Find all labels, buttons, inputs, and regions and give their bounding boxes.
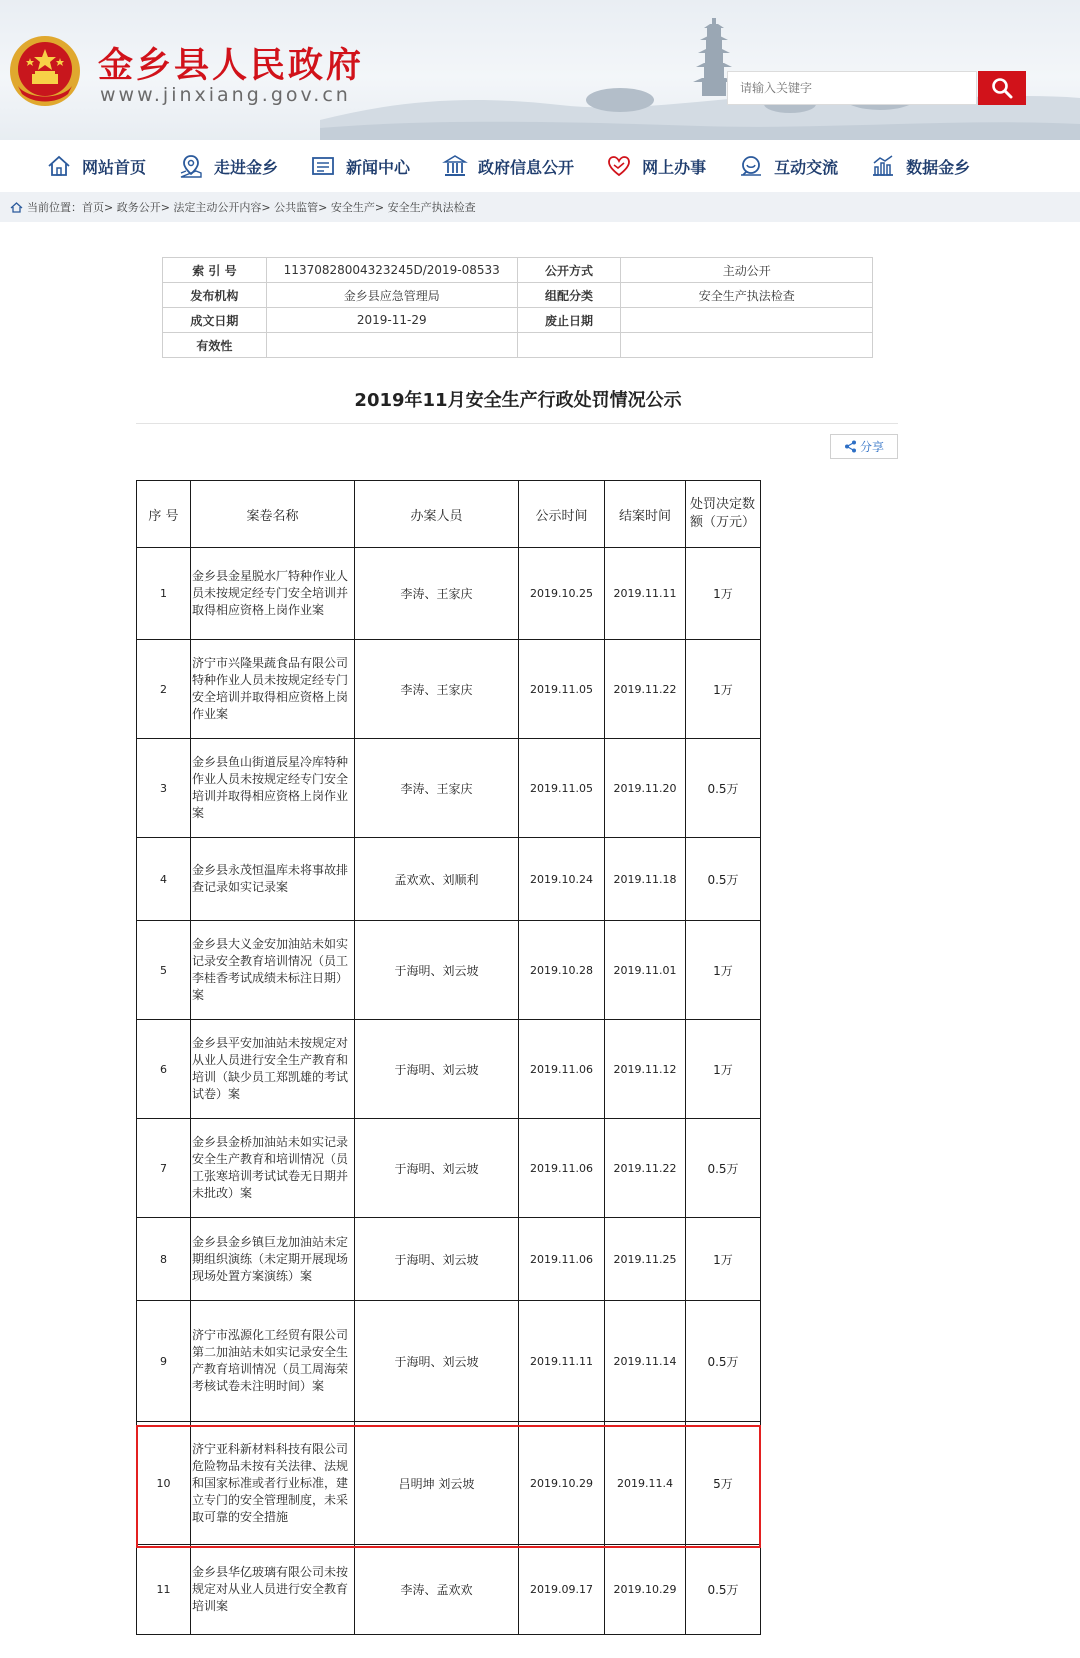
cell-staff: 于海明、刘云坡	[355, 1119, 519, 1218]
meta-label: 有效性	[163, 333, 267, 358]
cell-close-date: 2019.11.12	[605, 1020, 686, 1119]
cell-case-name: 金乡县鱼山街道辰星冷库特种作业人员未按规定经专门安全培训并取得相应资格上岗作业案	[191, 739, 355, 838]
table-row	[163, 258, 873, 283]
cell-case-name: 金乡县华亿玻璃有限公司未按规定对从业人员进行安全教育培训案	[191, 1545, 355, 1635]
nav-item-about[interactable]	[178, 153, 278, 179]
cell-public-date: 2019.11.05	[519, 739, 605, 838]
table-row	[163, 333, 873, 358]
cell-case-name: 济宁市泓源化工经贸有限公司第二加油站未如实记录安全生产教育培训情况（员工周海荣考核试卷未注明时间）案	[191, 1301, 355, 1422]
nav-item-label: 政府信息公开	[478, 157, 575, 177]
location-icon	[178, 153, 204, 179]
home-icon	[10, 201, 23, 214]
cell-staff: 于海明、刘云坡	[355, 1301, 519, 1422]
cell-staff: 于海明、刘云坡	[355, 1020, 519, 1119]
cell-no: 5	[137, 921, 191, 1020]
cell-no: 9	[137, 1301, 191, 1422]
cell-amount: 5万	[686, 1422, 761, 1545]
cell-close-date: 2019.11.18	[605, 838, 686, 921]
article-title: 2019年11月安全生产行政处罚情况公示	[354, 390, 682, 411]
cell-no: 6	[137, 1020, 191, 1119]
cell-staff: 于海明、刘云坡	[355, 1218, 519, 1301]
cell-public-date: 2019.11.05	[519, 640, 605, 739]
cell-case-name: 金乡县金星脱水厂特种作业人员未按规定经专门安全培训并取得相应资格上岗作业案	[191, 548, 355, 640]
cell-amount: 0.5万	[686, 1545, 761, 1635]
table-row	[163, 308, 873, 333]
nav-item-interaction[interactable]	[738, 153, 838, 179]
share-button[interactable]	[830, 434, 898, 459]
cell-amount: 1万	[686, 548, 761, 640]
nav-item-data[interactable]	[870, 153, 970, 179]
title-divider	[136, 423, 898, 424]
cell-staff: 李涛、王家庆	[355, 739, 519, 838]
nav-item-label: 网站首页	[82, 157, 147, 177]
cell-public-date: 2019.10.24	[519, 838, 605, 921]
scenery-pagoda-image	[320, 0, 1080, 140]
cell-close-date: 2019.10.29	[605, 1545, 686, 1635]
search-input[interactable]	[727, 71, 977, 105]
share-icon	[844, 440, 857, 453]
meta-value: 2019-11-29	[266, 308, 517, 333]
nav-item-label: 数据金乡	[906, 157, 971, 177]
news-icon	[310, 153, 336, 179]
search-icon	[991, 77, 1013, 99]
meta-label: 公开方式	[517, 258, 621, 283]
cell-no: 7	[137, 1119, 191, 1218]
document-meta-table	[162, 257, 873, 358]
government-building-icon	[442, 153, 468, 179]
breadcrumb	[0, 192, 1080, 222]
cell-case-name: 金乡县金乡镇巨龙加油站未定期组织演练（未定期开展现场现场处置方案演练）案	[191, 1218, 355, 1301]
table-row	[137, 1218, 761, 1301]
meta-label: 索 引 号	[163, 258, 267, 283]
cell-case-name: 金乡县大义金安加油站未如实记录安全教育培训情况（员工李桂香考试成绩未标注日期）案	[191, 921, 355, 1020]
cell-public-date: 2019.09.17	[519, 1545, 605, 1635]
cell-close-date: 2019.11.25	[605, 1218, 686, 1301]
breadcrumb-prefix: 当前位置：	[27, 201, 82, 214]
meta-empty	[517, 333, 621, 358]
nav-item-label: 新闻中心	[346, 157, 411, 177]
main-nav	[0, 140, 1080, 192]
cell-close-date: 2019.11.01	[605, 921, 686, 1020]
cell-amount: 0.5万	[686, 1301, 761, 1422]
meta-label: 发布机构	[163, 283, 267, 308]
cell-close-date: 2019.11.11	[605, 548, 686, 640]
cell-staff: 吕明坤 刘云坡	[355, 1422, 519, 1545]
cell-no: 2	[137, 640, 191, 739]
nav-item-label: 网上办事	[642, 157, 707, 177]
cell-public-date: 2019.11.11	[519, 1301, 605, 1422]
cell-close-date: 2019.11.22	[605, 640, 686, 739]
cell-amount: 0.5万	[686, 739, 761, 838]
meta-value: 11370828004323245D/2019-08533	[266, 258, 517, 283]
heart-hands-icon	[606, 153, 632, 179]
meta-label: 成文日期	[163, 308, 267, 333]
table-row	[137, 921, 761, 1020]
nav-item-online-service[interactable]	[606, 153, 706, 179]
nav-item-gov-info[interactable]	[442, 153, 574, 179]
breadcrumb-path[interactable]: 首页> 政务公开> 法定主动公开内容> 公共监管> 安全生产> 安全生产执法检查	[82, 201, 476, 214]
meta-empty	[621, 333, 873, 358]
column-header: 序 号	[137, 481, 191, 548]
nav-item-news[interactable]	[310, 153, 410, 179]
cell-amount: 1万	[686, 1020, 761, 1119]
table-row	[137, 1545, 761, 1635]
home-icon	[46, 153, 72, 179]
cell-amount: 0.5万	[686, 1119, 761, 1218]
table-row	[137, 1119, 761, 1218]
share-label: 分享	[859, 440, 884, 454]
search-button[interactable]	[978, 71, 1026, 105]
cell-case-name: 金乡县金桥加油站未如实记录安全生产教育和培训情况（员工张寒培训考试试卷无日期并未批改）案	[191, 1119, 355, 1218]
cell-staff: 李涛、王家庆	[355, 640, 519, 739]
cell-public-date: 2019.10.28	[519, 921, 605, 1020]
cell-no: 11	[137, 1545, 191, 1635]
penalty-table	[136, 480, 761, 1635]
cell-close-date: 2019.11.22	[605, 1119, 686, 1218]
table-row	[137, 838, 761, 921]
national-emblem-icon	[8, 34, 82, 108]
cell-no: 3	[137, 739, 191, 838]
table-row	[137, 1422, 761, 1545]
cell-close-date: 2019.11.20	[605, 739, 686, 838]
chat-icon	[738, 153, 764, 179]
cell-staff: 于海明、刘云坡	[355, 921, 519, 1020]
column-header: 案卷名称	[191, 481, 355, 548]
column-header: 处罚决定数额（万元）	[686, 481, 761, 548]
table-row	[137, 739, 761, 838]
nav-item-label: 互动交流	[774, 157, 839, 177]
cell-amount: 1万	[686, 1218, 761, 1301]
cell-close-date: 2019.11.4	[605, 1422, 686, 1545]
cell-no: 10	[137, 1422, 191, 1545]
meta-value: 金乡县应急管理局	[266, 283, 517, 308]
column-header: 公示时间	[519, 481, 605, 548]
nav-item-label: 走进金乡	[214, 157, 279, 177]
data-chart-icon	[870, 153, 896, 179]
site-header	[0, 0, 1080, 140]
cell-case-name: 金乡县平安加油站未按规定对从业人员进行安全生产教育和培训（缺少员工郑凯雄的考试试卷）案	[191, 1020, 355, 1119]
meta-label: 废止日期	[517, 308, 621, 333]
cell-staff: 李涛、孟欢欢	[355, 1545, 519, 1635]
cell-staff: 孟欢欢、刘顺利	[355, 838, 519, 921]
table-row	[137, 548, 761, 640]
cell-case-name: 金乡县永茂恒温库未将事故排查记录如实记录案	[191, 838, 355, 921]
site-title: 金乡县人民政府	[98, 46, 365, 86]
cell-amount: 1万	[686, 921, 761, 1020]
cell-amount: 1万	[686, 640, 761, 739]
cell-no: 4	[137, 838, 191, 921]
meta-value: 主动公开	[621, 258, 873, 283]
cell-case-name: 济宁亚科新材料科技有限公司危险物品未按有关法律、法规和国家标准或者行业标准，建立专门的安全管理制度，未采取可靠的安全措施	[191, 1422, 355, 1545]
cell-public-date: 2019.10.29	[519, 1422, 605, 1545]
cell-amount: 0.5万	[686, 838, 761, 921]
meta-value	[266, 333, 517, 358]
table-row	[163, 283, 873, 308]
cell-case-name: 济宁市兴隆果蔬食品有限公司特种作业人员未按规定经专门安全培训并取得相应资格上岗作业案	[191, 640, 355, 739]
table-row	[137, 1301, 761, 1422]
column-header: 结案时间	[605, 481, 686, 548]
cell-public-date: 2019.11.06	[519, 1119, 605, 1218]
site-url: www.jinxiang.gov.cn	[100, 84, 351, 106]
cell-no: 1	[137, 548, 191, 640]
cell-public-date: 2019.11.06	[519, 1020, 605, 1119]
meta-value: 安全生产执法检查	[621, 283, 873, 308]
meta-label: 组配分类	[517, 283, 621, 308]
meta-value	[621, 308, 873, 333]
cell-staff: 李涛、王家庆	[355, 548, 519, 640]
table-row	[137, 640, 761, 739]
cell-public-date: 2019.10.25	[519, 548, 605, 640]
column-header: 办案人员	[355, 481, 519, 548]
nav-item-home[interactable]	[46, 153, 146, 179]
cell-close-date: 2019.11.14	[605, 1301, 686, 1422]
table-header-row	[137, 481, 761, 548]
table-row	[137, 1020, 761, 1119]
cell-no: 8	[137, 1218, 191, 1301]
cell-public-date: 2019.11.06	[519, 1218, 605, 1301]
